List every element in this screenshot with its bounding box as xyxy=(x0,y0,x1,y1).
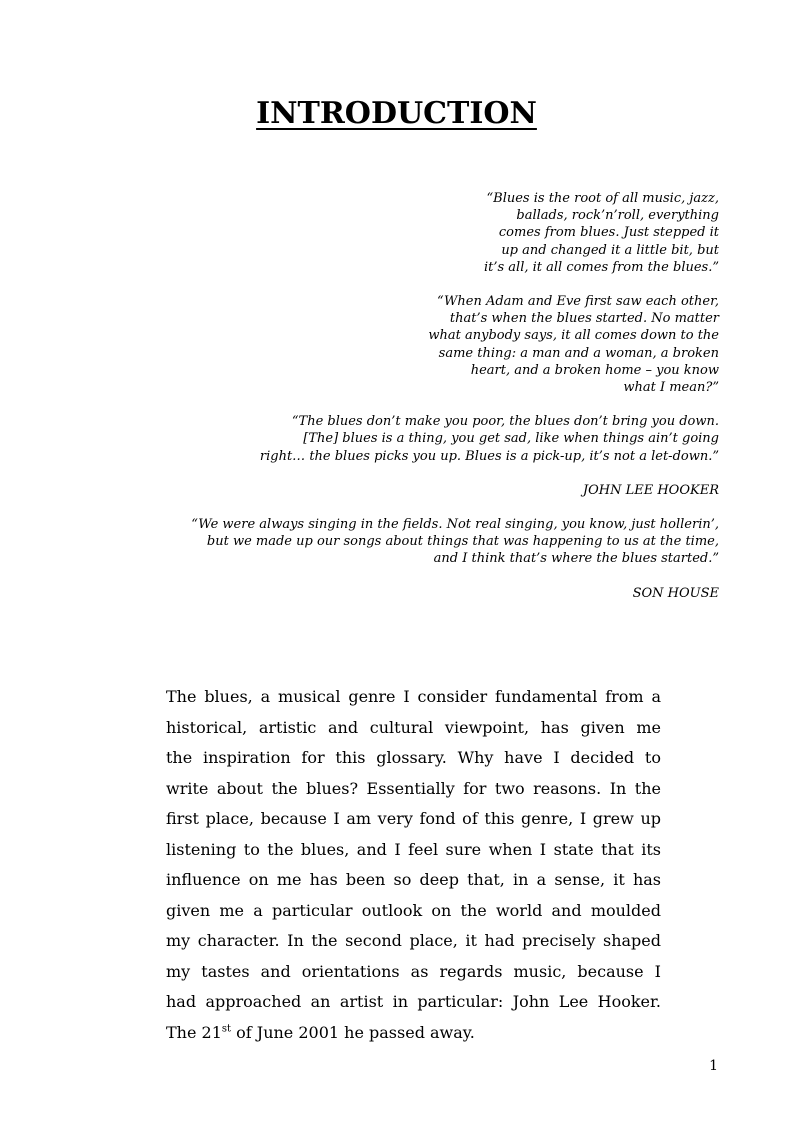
quote-line: what I mean?” xyxy=(623,380,719,396)
quote-line: that’s when the blues started. No matter xyxy=(449,311,719,327)
body-line: had approached an artist in particular: John Lee Hooker. xyxy=(166,992,661,1011)
epigraph-quote-1 xyxy=(119,190,719,276)
quote-line: same thing: a man and a woman, a broken xyxy=(438,345,719,361)
body-line-last-end: of June 2001 he passed away. xyxy=(231,1022,475,1042)
attribution-son-house: SON HOUSE xyxy=(632,585,719,601)
quote-line: but we made up our songs about things that was happening to us at the time, xyxy=(206,534,719,550)
quote-line: “The blues don’t make you poor, the blues don’t bring you down. xyxy=(291,414,719,430)
body-line-last-start: The 21 xyxy=(166,1022,222,1042)
body-line: write about the blues? Essentially for two reasons. In the xyxy=(166,778,661,798)
body-line: the inspiration for this glossary. Why have I decided to xyxy=(166,748,661,767)
quote-line: [The] blues is a thing, you get sad, like when things ain’t going xyxy=(303,431,719,447)
ordinal-suffix: st xyxy=(221,1023,232,1035)
epigraph-quote-3 xyxy=(119,413,719,465)
quote-line: “When Adam and Eve first saw each other, xyxy=(437,294,719,310)
body-line: given me a particular outlook on the world and moulded xyxy=(166,900,661,920)
page-number: 1 xyxy=(709,1058,718,1074)
quote-line: up and changed it a little bit, but xyxy=(501,242,719,258)
body-line: my character. In the second place, it had precisely shaped xyxy=(166,931,661,950)
body-paragraph xyxy=(166,682,661,1048)
body-line: historical, artistic and cultural viewpoint, has given me xyxy=(166,717,661,737)
quote-line: “Blues is the root of all music, jazz, xyxy=(486,191,719,206)
body-line: first place, because I am very fond of this genre, I grew up xyxy=(166,809,661,828)
quote-line: what anybody says, it all comes down to the xyxy=(428,328,719,344)
body-line: my tastes and orientations as regards music, because I xyxy=(166,961,661,981)
page-title xyxy=(0,94,793,134)
epigraphs xyxy=(119,190,719,602)
epigraph-quote-4 xyxy=(119,516,719,568)
quote-line: and I think that’s where the blues started.” xyxy=(433,551,719,567)
quote-line: comes from blues. Just stepped it xyxy=(498,225,719,241)
epigraph-quote-2 xyxy=(119,293,719,396)
quote-line: it’s all, it all comes from the blues.” xyxy=(483,259,719,275)
quote-line: right… the blues picks you up. Blues is a pick-up, it’s not a let-down.” xyxy=(259,448,719,464)
body-line: influence on me has been so deep that, in a sense, it has xyxy=(166,870,661,889)
quote-line: “We were always singing in the fields. Not real singing, you know, just hollerin’, xyxy=(191,517,719,533)
body-line: listening to the blues, and I feel sure when I state that its xyxy=(166,839,661,859)
body-line-last xyxy=(166,1018,661,1049)
quote-line: ballads, rock’n’roll, everything xyxy=(516,208,719,224)
quote-line: heart, and a broken home – you know xyxy=(470,362,719,378)
attribution-john-lee-hooker: JOHN LEE HOOKER xyxy=(582,482,719,498)
body-line: The blues, a musical genre I consider fundamental from a xyxy=(166,687,661,706)
page-title-text: INTRODUCTION xyxy=(256,96,537,131)
